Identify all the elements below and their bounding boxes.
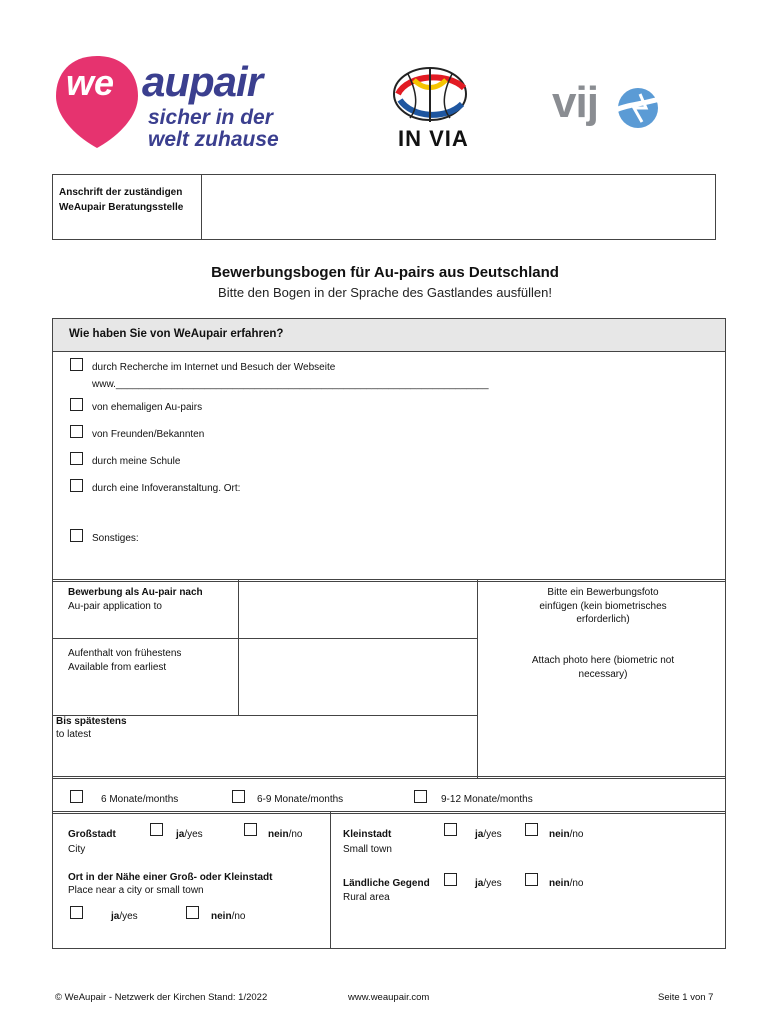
- option-internet-label: durch Recherche im Internet und Besuch der Webseite: [92, 362, 336, 373]
- near-city-label-en: Place near a city or small town: [68, 885, 204, 896]
- duration-6-9-checkbox[interactable]: [232, 790, 245, 803]
- rural-no-label: nein/no: [549, 878, 584, 889]
- duration-9-12-checkbox[interactable]: [414, 790, 427, 803]
- weaupair-slogan-1: sicher in der: [148, 106, 273, 129]
- footer-center: www.weaupair.com: [348, 992, 430, 1003]
- weaupair-logo: [52, 52, 302, 152]
- small-town-yes-checkbox[interactable]: [444, 823, 457, 836]
- big-city-label-en: City: [68, 844, 86, 855]
- big-city-label-de: Großstadt: [68, 829, 116, 840]
- near-city-yes-checkbox[interactable]: [70, 906, 83, 919]
- duration-6-label: 6 Monate/months: [101, 794, 179, 805]
- invia-logo: [388, 64, 478, 154]
- option-school-label: durch meine Schule: [92, 456, 181, 467]
- near-city-no-label: nein/no: [211, 911, 246, 922]
- website-input-line[interactable]: www.___________________________________________________________________: [92, 379, 489, 390]
- country-input[interactable]: [239, 580, 475, 637]
- duration-6-checkbox[interactable]: [70, 790, 83, 803]
- weaupair-we: we: [66, 62, 115, 103]
- how-heard-header: [53, 319, 725, 352]
- country-label-en: Au-pair application to: [68, 601, 162, 612]
- address-input[interactable]: [203, 175, 713, 239]
- to-label-en: to latest: [56, 729, 92, 740]
- from-label-de: Aufenthalt von frühestens: [68, 648, 182, 659]
- to-label-de: Bis spätestens: [56, 716, 127, 727]
- option-friends-checkbox[interactable]: [70, 425, 83, 438]
- near-city-label-de: Ort in der Nähe einer Groß- oder Kleinstadt: [68, 872, 273, 883]
- photo-area[interactable]: [478, 580, 723, 776]
- address-label: Anschrift der zuständigen WeAupair Beratungsstelle: [59, 187, 184, 213]
- photo-instruction-de: Bitte ein Bewerbungsfoto einfügen (kein biometrisches erforderlich): [539, 587, 667, 625]
- option-info-event-label: durch eine Infoveranstaltung. Ort:: [92, 483, 241, 494]
- rural-label-en: Rural area: [343, 892, 390, 903]
- from-label-en: Available from earliest: [68, 662, 167, 673]
- option-other-label: Sonstiges:: [92, 533, 139, 544]
- option-former-aupairs-label: von ehemaligen Au-pairs: [92, 402, 203, 413]
- footer-left: © WeAupair - Netzwerk der Kirchen Stand: 1/2022: [55, 992, 268, 1003]
- vij-logo: [552, 80, 672, 140]
- big-city-no-label: nein/no: [268, 829, 303, 840]
- option-school-checkbox[interactable]: [70, 452, 83, 465]
- invia-text: IN VIA: [398, 126, 469, 151]
- weaupair-slogan-2: welt zuhause: [148, 128, 279, 151]
- photo-instruction-en: Attach photo here (biometric not necessary): [531, 655, 675, 680]
- option-internet-checkbox[interactable]: [70, 358, 83, 371]
- option-friends-label: von Freunden/Bekannten: [92, 429, 205, 440]
- location-divider: [330, 812, 331, 948]
- small-town-label-de: Kleinstadt: [343, 829, 392, 840]
- small-town-yes-label: ja/yes: [475, 829, 502, 840]
- option-former-aupairs-checkbox[interactable]: [70, 398, 83, 411]
- invia-globe-icon: [388, 64, 478, 126]
- big-city-yes-checkbox[interactable]: [150, 823, 163, 836]
- vij-circle-icon: [612, 84, 668, 132]
- address-divider: [201, 175, 202, 239]
- how-heard-header-text: Wie haben Sie von WeAupair erfahren?: [69, 328, 284, 340]
- weaupair-name: aupair: [142, 58, 263, 105]
- rural-yes-checkbox[interactable]: [444, 873, 457, 886]
- big-city-no-checkbox[interactable]: [244, 823, 257, 836]
- small-town-no-checkbox[interactable]: [525, 823, 538, 836]
- option-other-checkbox[interactable]: [70, 529, 83, 542]
- rural-label-de: Ländliche Gegend: [343, 878, 430, 889]
- small-town-no-label: nein/no: [549, 829, 584, 840]
- footer-right: Seite 1 von 7: [658, 992, 714, 1003]
- from-input[interactable]: [239, 638, 475, 714]
- near-city-no-checkbox[interactable]: [186, 906, 199, 919]
- option-info-event-checkbox[interactable]: [70, 479, 83, 492]
- duration-9-12-label: 9-12 Monate/months: [441, 794, 533, 805]
- country-label-de: Bewerbung als Au-pair nach: [68, 587, 203, 598]
- address-box: [52, 174, 716, 240]
- how-heard-section: [52, 318, 726, 582]
- duration-6-9-label: 6-9 Monate/months: [257, 794, 344, 805]
- big-city-yes-label: ja/yes: [176, 829, 203, 840]
- vij-text: vij: [552, 78, 598, 127]
- form-subtitle: Bitte den Bogen in der Sprache des Gastlandes ausfüllen!: [218, 285, 552, 300]
- near-city-yes-label: ja/yes: [111, 911, 138, 922]
- rural-no-checkbox[interactable]: [525, 873, 538, 886]
- form-title: Bewerbungsbogen für Au-pairs aus Deutschland: [211, 264, 559, 281]
- small-town-label-en: Small town: [343, 844, 392, 855]
- rural-yes-label: ja/yes: [475, 878, 502, 889]
